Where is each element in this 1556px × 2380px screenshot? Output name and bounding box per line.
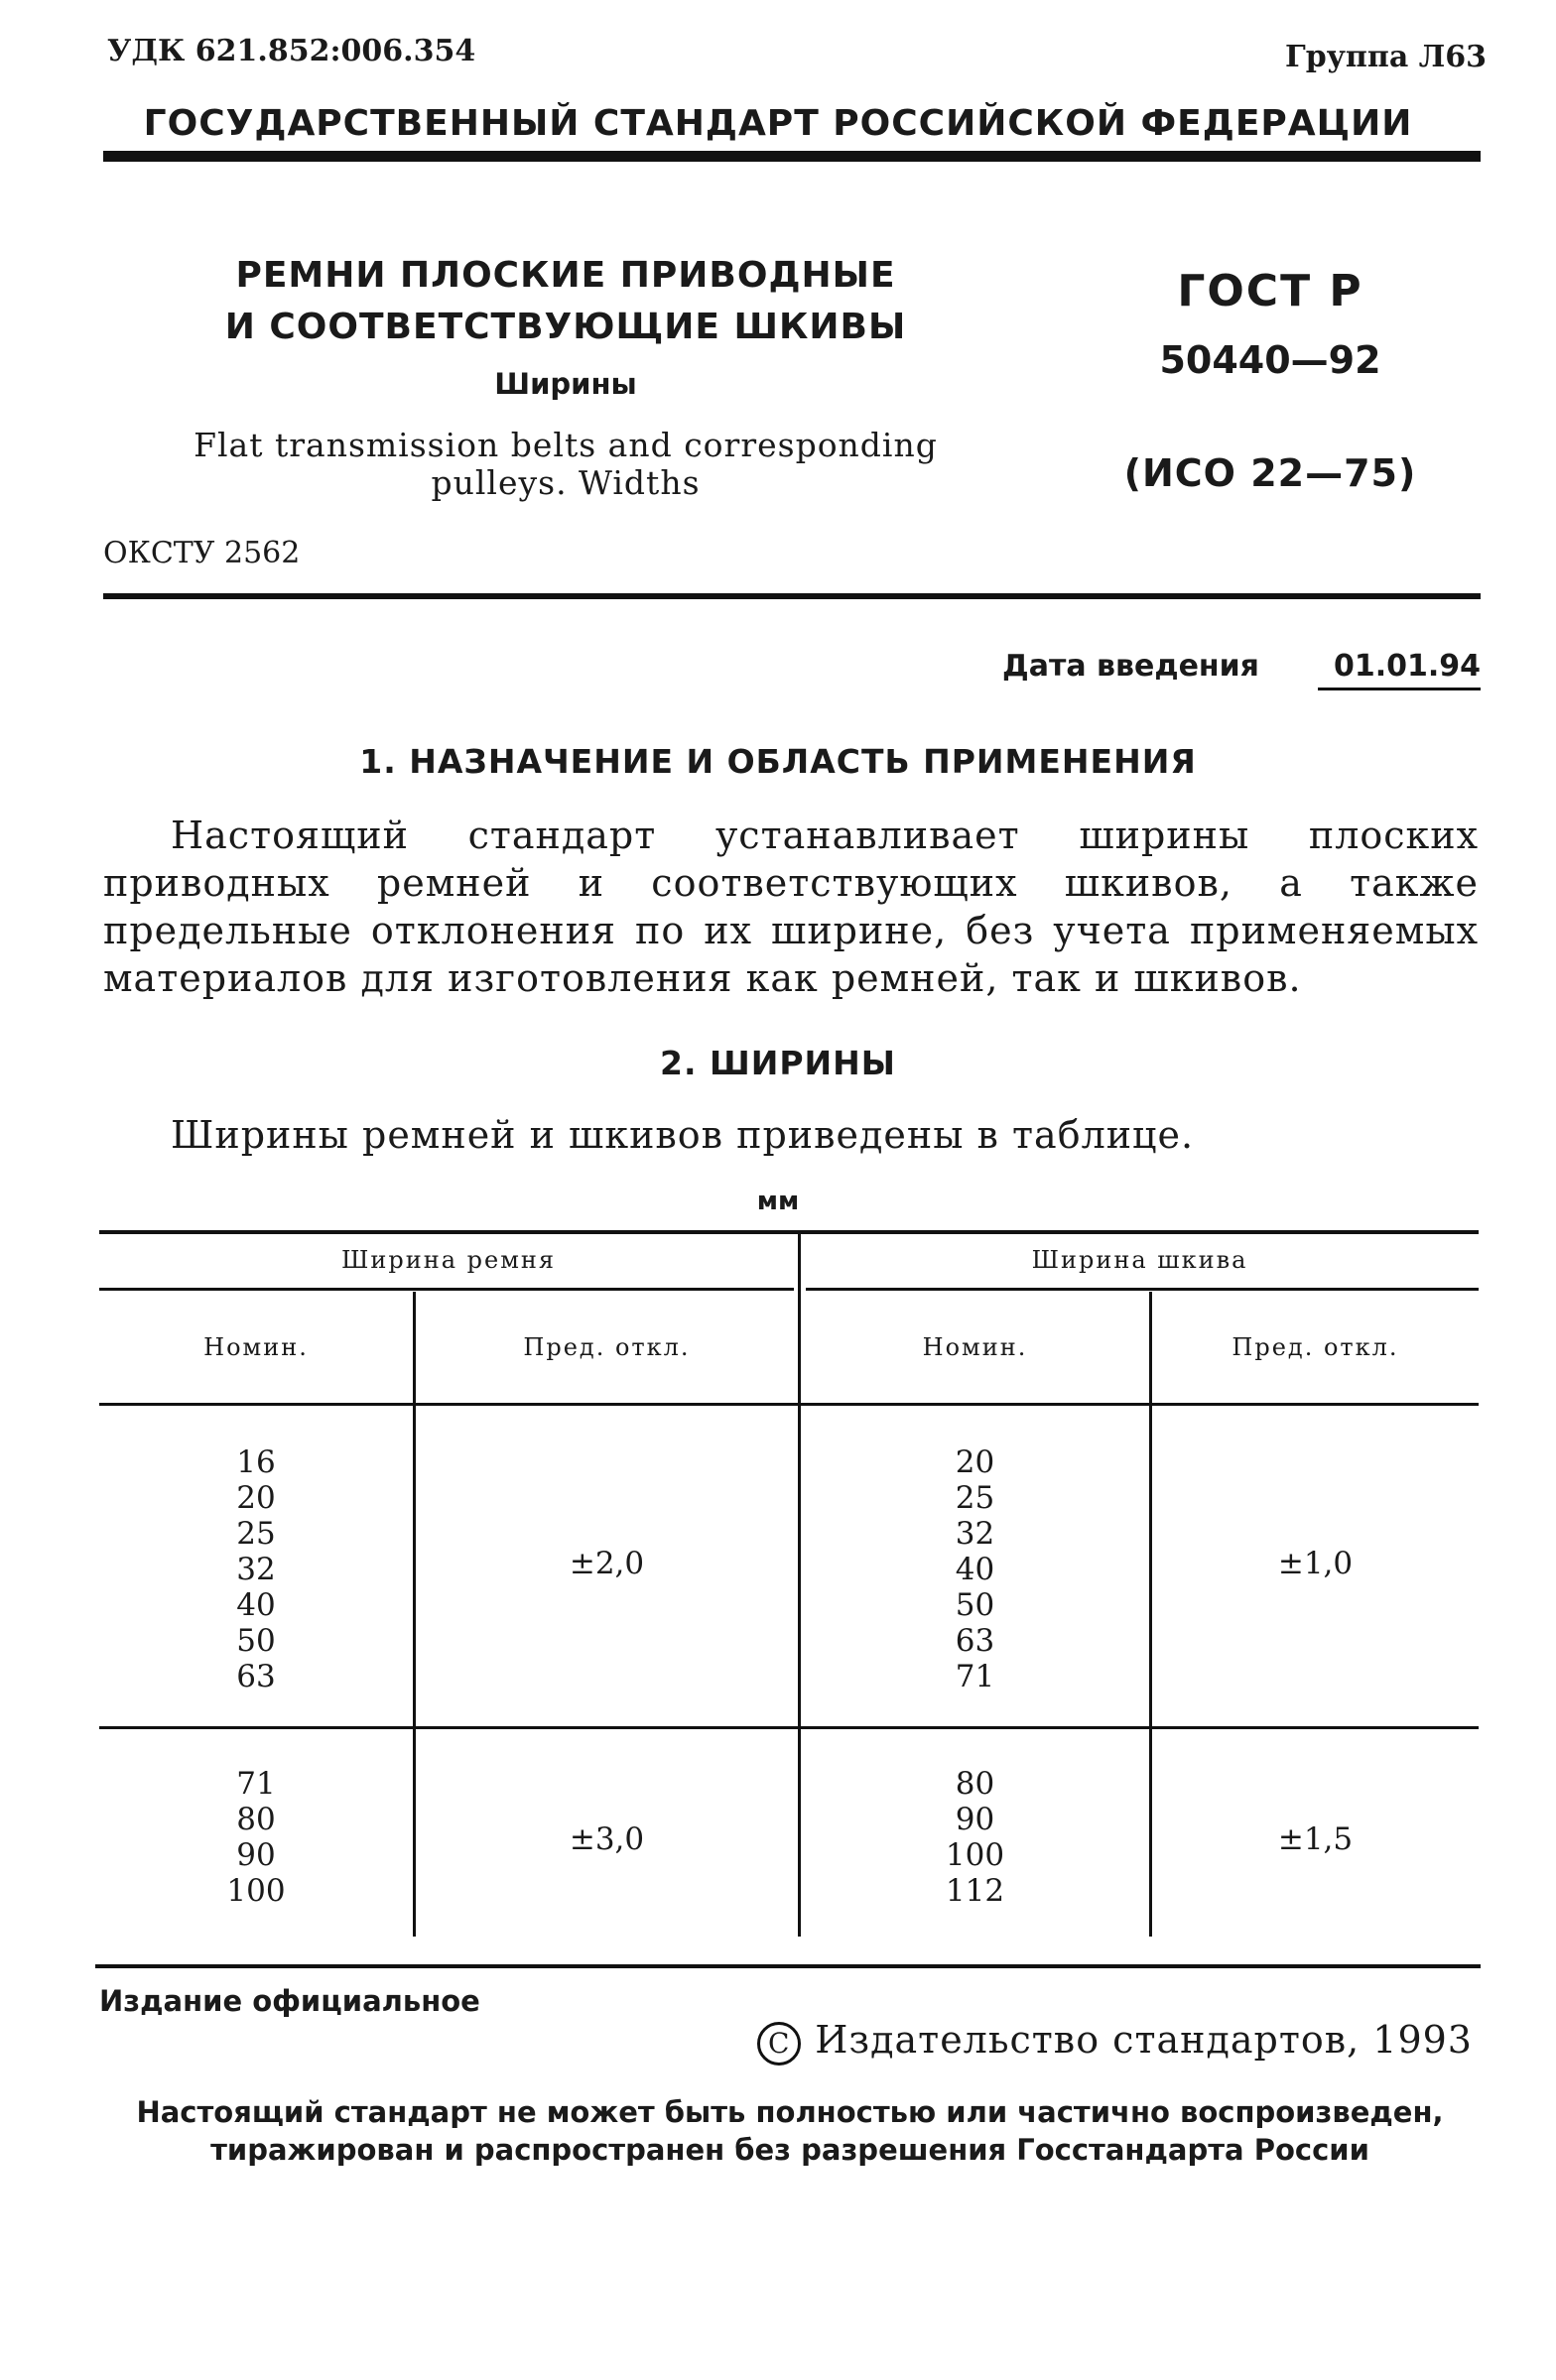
table-cell: 32 xyxy=(236,1552,276,1587)
table-cell: 90 xyxy=(955,1802,995,1837)
section-1-text: Настоящий стандарт устанавливает ширины плоских приводных ремней и соответствующих шкивов, а также предельные отклонения по их ширине, без учета применяемых материалов для изготовления как ремней, так и шкивов. xyxy=(103,814,1479,1000)
table-cell: 71 xyxy=(955,1659,995,1694)
reproduction-notice xyxy=(95,2093,1485,2169)
official-edition-label: Издание официальное xyxy=(99,1984,480,2018)
table-cell: 100 xyxy=(945,1837,1005,1873)
table-cell: 80 xyxy=(955,1766,995,1802)
belt-group-rule xyxy=(99,1288,794,1291)
table-cell: 16 xyxy=(236,1444,276,1480)
section-2-title: 2. ШИРИНЫ xyxy=(660,1044,896,1082)
belt-deviation-header: Пред. откл. xyxy=(523,1333,691,1361)
pulley-deviation-group-2: ±1,5 xyxy=(1277,1821,1354,1857)
belt-nominal-values-group-1 xyxy=(99,1444,413,1694)
pulley-deviation-group-1: ±1,0 xyxy=(1277,1546,1354,1581)
table-cell: 63 xyxy=(236,1659,276,1694)
table-cell: 20 xyxy=(955,1444,995,1480)
table-cell: 71 xyxy=(236,1766,276,1802)
udc-code: УДК 621.852:006.354 xyxy=(107,34,476,68)
copyright-line xyxy=(757,2018,1473,2066)
table-cell: 50 xyxy=(955,1587,995,1623)
okstu-code: ОКСТУ 2562 xyxy=(103,536,301,570)
title-line-1: РЕМНИ ПЛОСКИЕ ПРИВОДНЫЕ xyxy=(235,255,896,296)
belt-nominal-values-group-2 xyxy=(99,1766,413,1909)
intro-date-label: Дата введения xyxy=(1002,649,1259,684)
belt-deviation-group-1: ±2,0 xyxy=(569,1546,645,1581)
group-code: Группа Л63 xyxy=(1285,40,1487,74)
intro-date-value: 01.01.94 xyxy=(1318,649,1481,690)
table-bottom-rule xyxy=(95,1964,1481,1968)
table-top-rule xyxy=(99,1230,1479,1234)
table-cell: 80 xyxy=(236,1802,276,1837)
document-title xyxy=(179,250,953,353)
pulley-nominal-values-group-2 xyxy=(801,1766,1149,1909)
section-1-title: 1. НАЗНАЧЕНИЕ И ОБЛАСТЬ ПРИМЕНЕНИЯ xyxy=(359,742,1197,781)
state-standard-heading: ГОСУДАРСТВЕННЫЙ СТАНДАРТ РОССИЙСКОЙ ФЕДЕРАЦИИ xyxy=(143,103,1413,144)
pulley-nominal-values-group-1 xyxy=(801,1444,1149,1694)
table-cell: 25 xyxy=(236,1516,276,1552)
gost-label: ГОСТ Р xyxy=(1177,266,1363,316)
table-cell: 32 xyxy=(955,1516,995,1552)
table-cell: 50 xyxy=(236,1623,276,1659)
table-cell: 40 xyxy=(236,1587,276,1623)
table-cell: 63 xyxy=(955,1623,995,1659)
header-rule xyxy=(103,151,1481,162)
english-title-line-1: Flat transmission belts and corresponding xyxy=(194,426,938,464)
iso-reference: (ИСО 22—75) xyxy=(1123,451,1417,495)
copyright-icon: C xyxy=(757,2022,801,2066)
title-line-2: И СООТВЕТСТВУЮЩИЕ ШКИВЫ xyxy=(224,307,907,347)
table-cell: 112 xyxy=(945,1873,1005,1909)
pulley-nominal-header: Номин. xyxy=(922,1333,1028,1361)
notice-line-2: тиражирован и распространен без разрешения Госстандарта России xyxy=(210,2133,1369,2167)
pulley-width-header: Ширина шкива xyxy=(1031,1246,1248,1274)
english-title xyxy=(179,427,953,502)
table-cell: 25 xyxy=(955,1480,995,1516)
title-rule xyxy=(103,593,1481,599)
english-title-line-2: pulleys. Widths xyxy=(431,463,701,502)
section-2-text: Ширины ремней и шкивов приведены в таблице. xyxy=(171,1113,1195,1157)
pulley-deviation-header: Пред. откл. xyxy=(1232,1333,1399,1361)
pulley-group-rule xyxy=(806,1288,1479,1291)
gost-number: 50440—92 xyxy=(1159,338,1381,382)
belt-deviation-group-2: ±3,0 xyxy=(569,1821,645,1857)
table-cell: 100 xyxy=(226,1873,286,1909)
belt-width-header: Ширина ремня xyxy=(340,1246,557,1274)
designation-block xyxy=(1072,266,1469,495)
belt-nominal-header: Номин. xyxy=(203,1333,309,1361)
document-subtitle: Ширины xyxy=(494,367,637,401)
group-divider-rule xyxy=(99,1726,1479,1729)
table-cell: 20 xyxy=(236,1480,276,1516)
notice-line-1: Настоящий стандарт не может быть полностью или частично воспроизведен, xyxy=(136,2095,1444,2129)
copyright-text: Издательство стандартов, 1993 xyxy=(815,2018,1473,2062)
table-cell: 40 xyxy=(955,1552,995,1587)
table-cell: 90 xyxy=(236,1837,276,1873)
header-bottom-rule xyxy=(99,1403,1479,1406)
table-unit: мм xyxy=(756,1187,800,1216)
